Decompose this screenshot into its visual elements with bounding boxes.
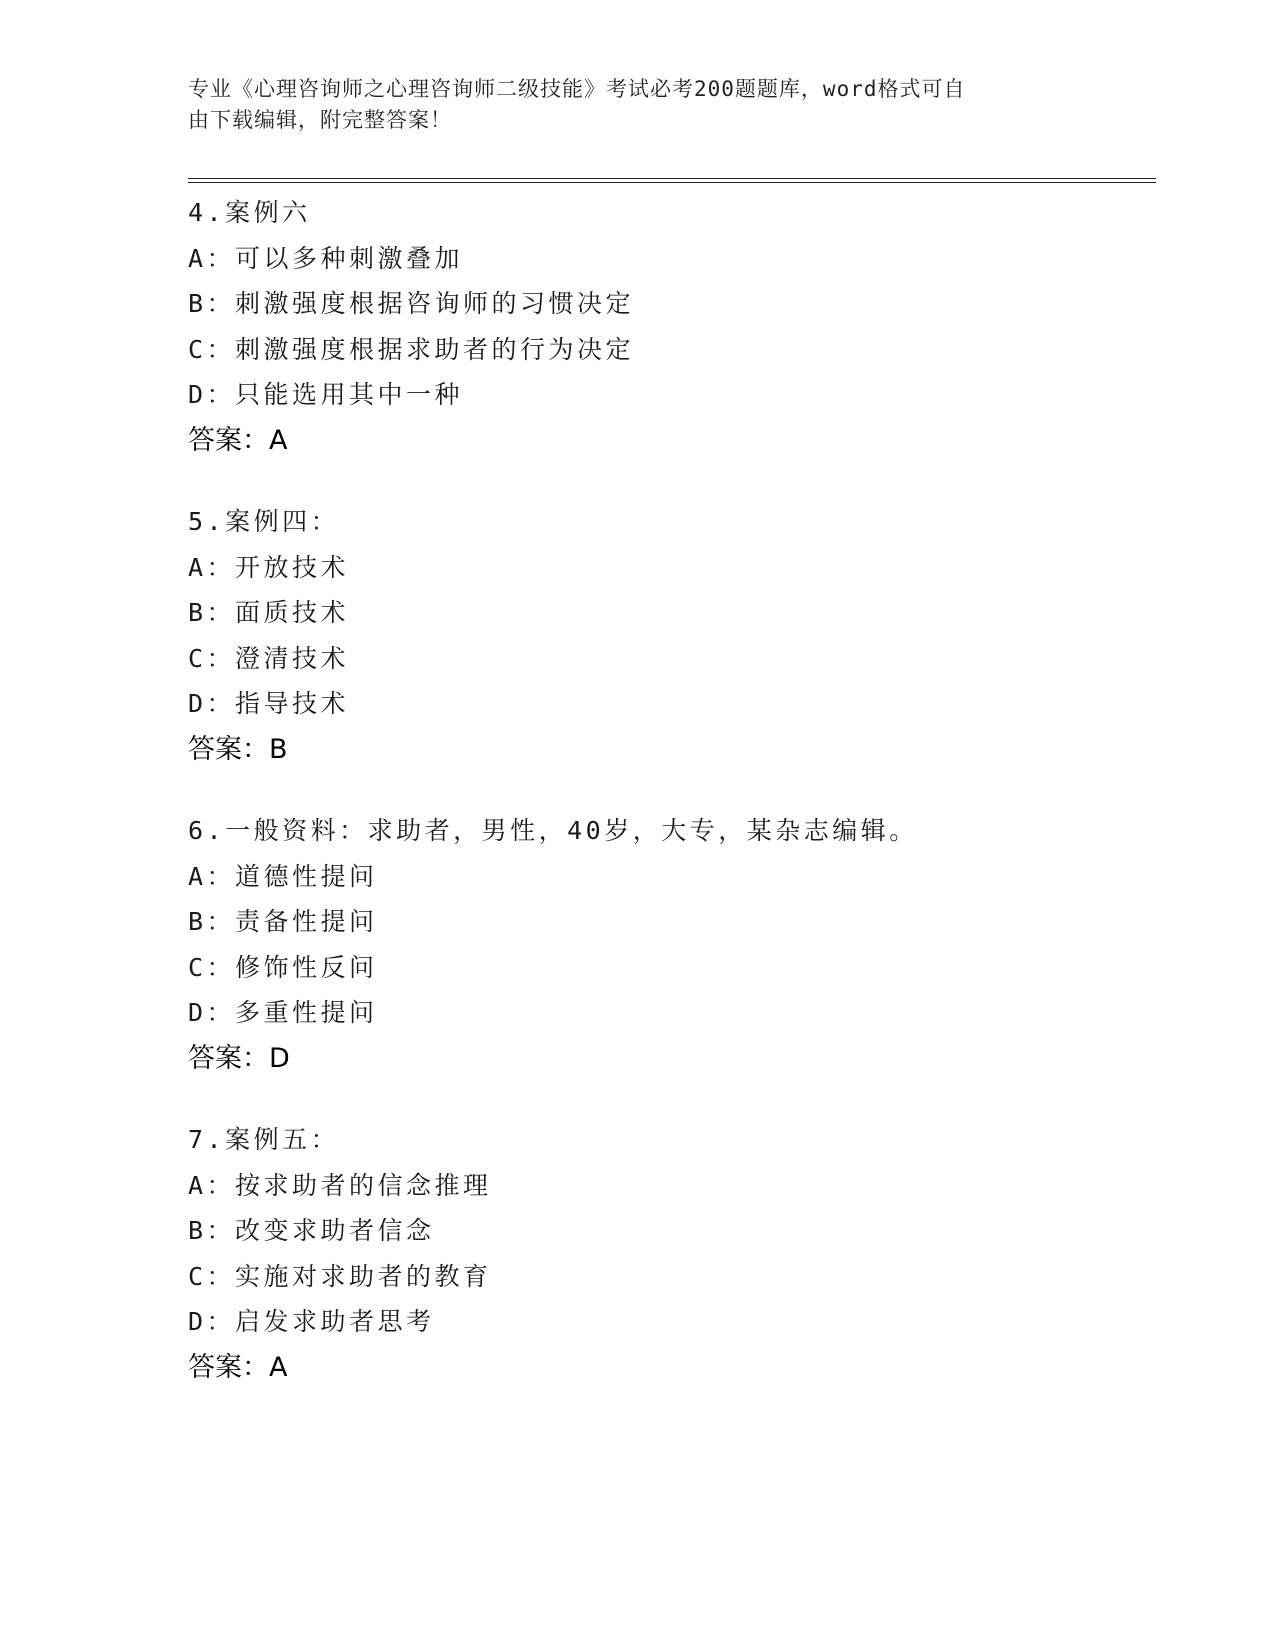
header-divider-bottom	[188, 182, 1156, 183]
option-b: B：面质技术	[188, 598, 350, 627]
question-stem: 4.案例六	[188, 198, 311, 227]
option-a: A：可以多种刺激叠加	[188, 243, 464, 273]
option-d: D：指导技术	[188, 689, 350, 718]
answer-line: 答案：B	[188, 733, 288, 765]
question-stem: 6.一般资料：求助者，男性，40岁，大专，某杂志编辑。	[188, 816, 918, 845]
answer-line: 答案：D	[188, 1042, 290, 1074]
option-d: D：只能选用其中一种	[188, 380, 464, 409]
document-header	[188, 74, 1068, 136]
option-b: B：责备性提问	[188, 907, 378, 936]
option-a: A：按求助者的信念推理	[188, 1170, 492, 1200]
question-stem: 5.案例四：	[188, 507, 340, 536]
option-b: B：刺激强度根据咨询师的习惯决定	[188, 289, 635, 318]
option-c: C：修饰性反问	[188, 952, 378, 982]
question-list	[188, 190, 1148, 1426]
question-5	[188, 499, 1148, 772]
option-d: D：多重性提问	[188, 998, 378, 1027]
answer-line: 答案：A	[188, 424, 288, 456]
option-c: C：刺激强度根据求助者的行为决定	[188, 334, 635, 364]
option-c: C：澄清技术	[188, 643, 350, 673]
question-stem: 7.案例五：	[188, 1125, 340, 1154]
answer-line: 答案：A	[188, 1351, 288, 1383]
question-4	[188, 190, 1148, 463]
option-a: A：开放技术	[188, 552, 350, 582]
header-divider-top	[188, 178, 1156, 179]
option-a: A：道德性提问	[188, 861, 378, 891]
option-d: D：启发求助者思考	[188, 1307, 435, 1336]
option-c: C：实施对求助者的教育	[188, 1261, 492, 1291]
question-7	[188, 1117, 1148, 1390]
header-line-1: 专业《心理咨询师之心理咨询师二级技能》考试必考200题题库，word格式可自	[188, 77, 966, 101]
question-6	[188, 808, 1148, 1081]
option-b: B：改变求助者信念	[188, 1216, 435, 1245]
header-line-2: 由下载编辑，附完整答案！	[188, 108, 452, 132]
